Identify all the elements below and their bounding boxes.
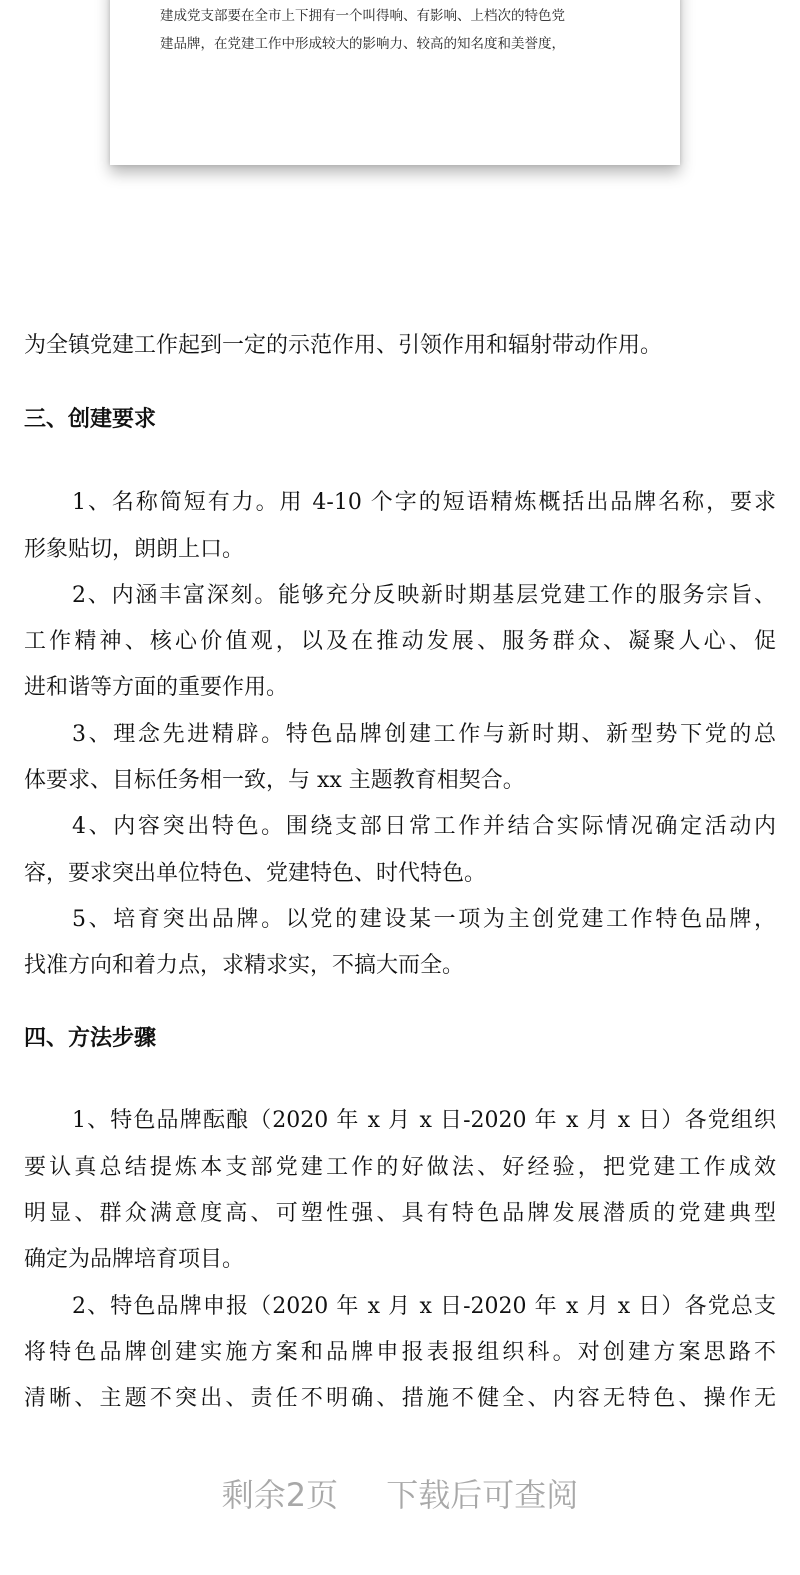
paragraph-line: 工作精神、核心价值观，以及在推动发展、服务群众、凝聚人心、促: [24, 629, 776, 654]
paragraph-line: 1、特色品牌酝酿（2020 年 x 月 x 日-2020 年 x 月 x 日）各党组织: [72, 1108, 776, 1133]
paragraph-line: 确定为品牌培育项目。: [24, 1247, 245, 1272]
paragraph-line: 清晰、主题不突出、责任不明确、措施不健全、内容无特色、操作无: [24, 1386, 776, 1411]
paragraph-line: 要认真总结提炼本支部党建工作的好做法、好经验，把党建工作成效: [24, 1155, 776, 1180]
preview-line: 建品牌，在党建工作中形成较大的影响力、较高的知名度和美誉度，: [160, 36, 565, 52]
paragraph-line: 1、名称简短有力。用 4-10 个字的短语精炼概括出品牌名称，要求: [72, 490, 776, 515]
paragraph-line: 明显、群众满意度高、可塑性强、具有特色品牌发展潜质的党建典型: [24, 1201, 776, 1226]
section-heading-requirements: 三、创建要求: [24, 407, 157, 432]
preview-line: 建成党支部要在全市上下拥有一个叫得响、有影响、上档次的特色党: [160, 8, 565, 24]
paragraph-line: 3、理念先进精辟。特色品牌创建工作与新时期、新型势下党的总: [72, 722, 776, 747]
paragraph-line: 2、内涵丰富深刻。能够充分反映新时期基层党建工作的服务宗旨、: [72, 583, 776, 608]
download-prompt[interactable]: [0, 1470, 800, 1516]
section-heading-method-steps: 四、方法步骤: [24, 1026, 157, 1051]
document-preview-card: [110, 0, 680, 165]
paragraph-line: 2、特色品牌申报（2020 年 x 月 x 日-2020 年 x 月 x 日）各党总支: [72, 1294, 776, 1319]
remaining-pages-label[interactable]: 剩余2页: [221, 1476, 339, 1514]
paragraph-line: 容，要求突出单位特色、党建特色、时代特色。: [24, 861, 487, 886]
download-hint-label[interactable]: 下载后可查阅: [386, 1476, 579, 1514]
paragraph-line: 将特色品牌创建实施方案和品牌申报表报组织科。对创建方案思路不: [24, 1340, 776, 1365]
paragraph-line: 5、培育突出品牌。以党的建设某一项为主创党建工作特色品牌，: [72, 907, 776, 932]
paragraph-line: 4、内容突出特色。围绕支部日常工作并结合实际情况确定活动内: [72, 814, 776, 839]
paragraph-line: 进和谐等方面的重要作用。: [24, 675, 289, 700]
intro-line: 为全镇党建工作起到一定的示范作用、引领作用和辐射带动作用。: [24, 333, 663, 358]
paragraph-line: 找准方向和着力点，求精求实，不搞大而全。: [24, 953, 465, 978]
paragraph-line: 体要求、目标任务相一致，与 xx 主题教育相契合。: [24, 768, 525, 793]
paragraph-line: 形象贴切，朗朗上口。: [24, 537, 245, 562]
